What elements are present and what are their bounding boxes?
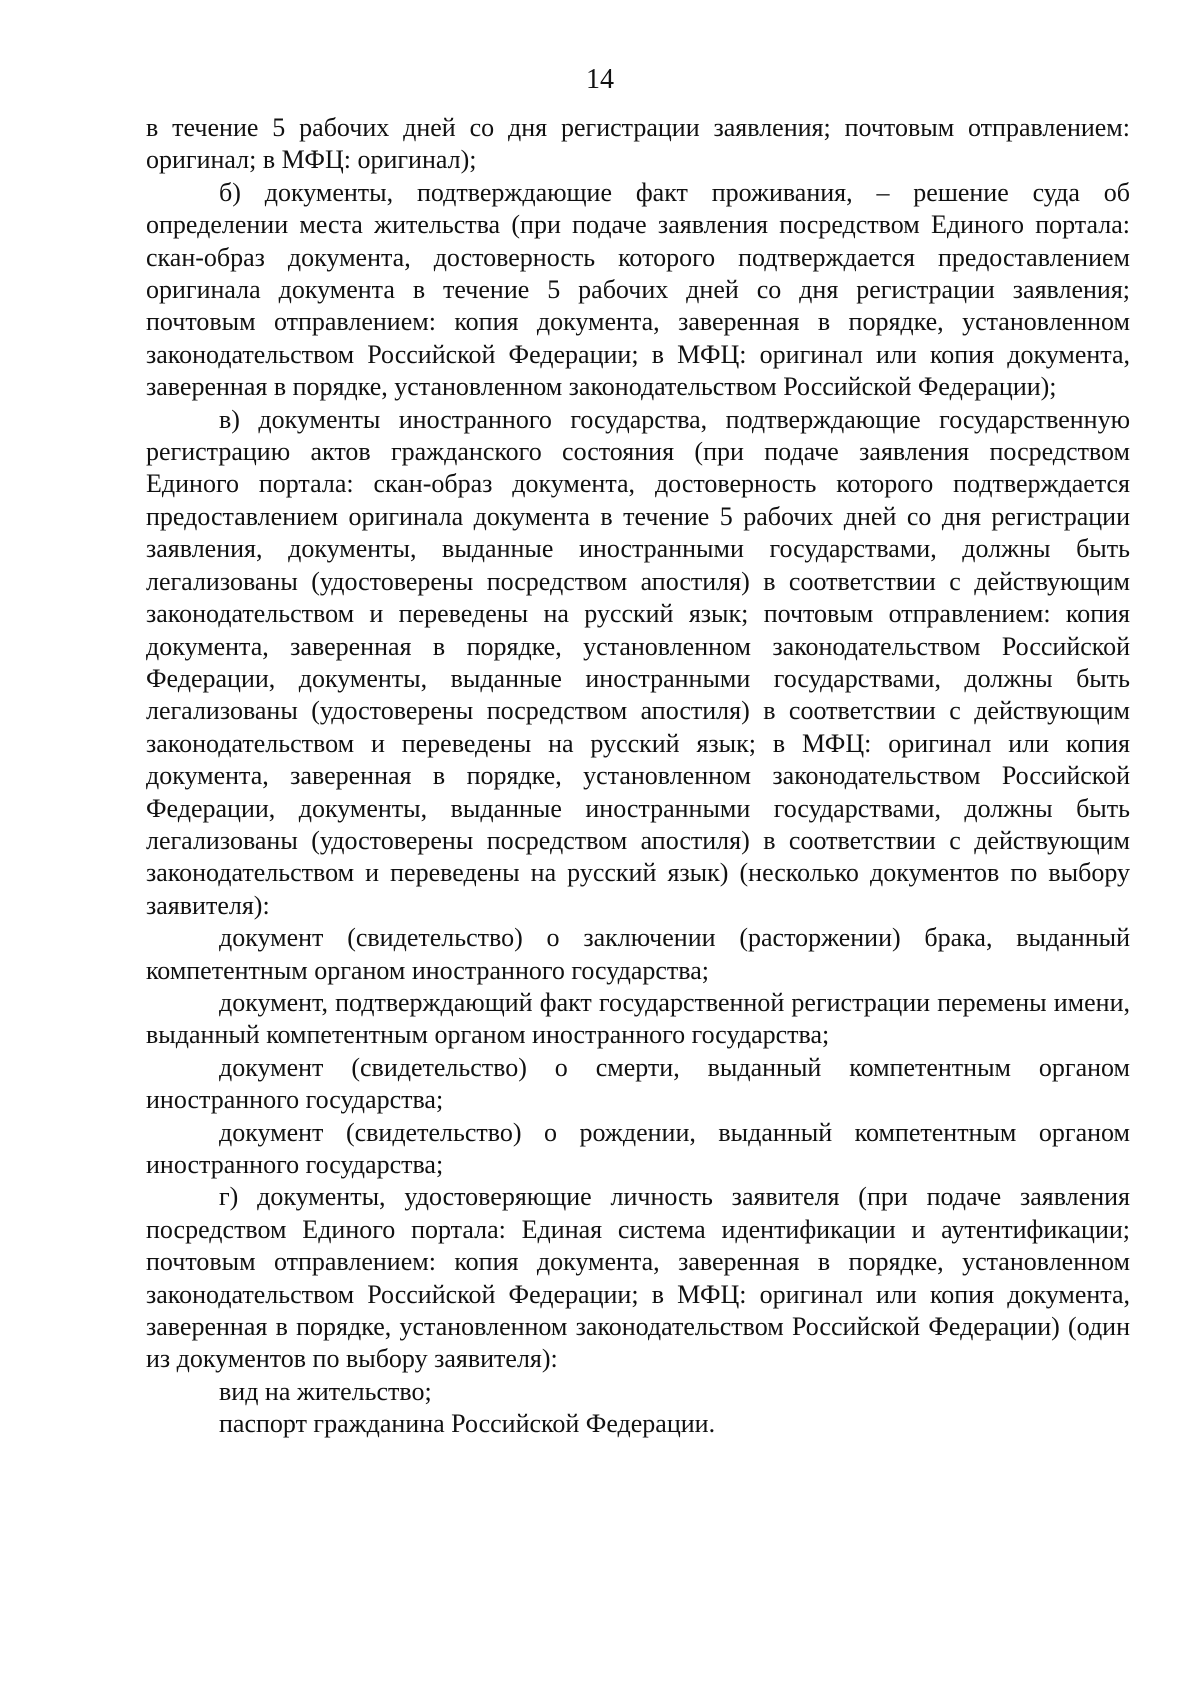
page-number: 14 <box>586 64 614 95</box>
paragraph-item-b: б) документы, подтверждающие факт проживания, – решение суда об определении места жительства (при подаче заявления посредством Единого портала: скан-образ документа, достоверность которого подтверждается предоставлением оригинала документа в течение 5 рабочих дней со дня регистрации заявления; почтовым отправлением: копия документа, заверенная в порядке, установленном законодательством Российской Федерации; в МФЦ: оригинал или копия документа, заверенная в порядке, установленном законодательством Российской Федерации); <box>146 177 1130 402</box>
paragraph-item-g: г) документы, удостоверяющие личность заявителя (при подаче заявления посредством Единого портала: Единая система идентификации и аутентификации; почтовым отправлением: копия документа, заверенная в порядке, установленном законодательством Российской Федерации; в МФЦ: оригинал или копия документа, заверенная в порядке, установленном законодательством Российской Федерации) (один из документов по выбору заявителя): <box>146 1182 1130 1374</box>
paragraph-name-change-document: документ, подтверждающий факт государственной регистрации перемены имени, выданный компетентным органом иностранного государства; <box>146 987 1130 1050</box>
paragraph-birth-certificate: документ (свидетельство) о рождении, выданный компетентным органом иностранного государства; <box>146 1117 1130 1179</box>
paragraph-marriage-document: документ (свидетельство) о заключении (расторжении) брака, выданный компетентным органом иностранного государства; <box>146 923 1130 985</box>
paragraph-continuation: в течение 5 рабочих дней со дня регистрации заявления; почтовым отправлением: оригинал; в МФЦ: оригинал); <box>146 113 1130 175</box>
paragraph-residence-permit: вид на жительство; <box>219 1376 432 1406</box>
paragraph-item-v: в) документы иностранного государства, подтверждающие государственную регистрацию актов гражданского состояния (при подаче заявления посредством Единого портала: скан-образ документа, достоверность которого подтверждается предоставлением оригинала документа в течение 5 рабочих дней со дня регистрации заявления, документы, выданные иностранными государствами, должны быть легализованы (удостоверены посредством апостиля) в соответствии с действующим законодательством и переведены на русский язык; почтовым отправлением: копия документа, заверенная в порядке, установленном законодательством Российской Федерации, документы, выданные иностранными государствами, должны быть легализованы (удостоверены посредством апостиля) в соответствии с действующим законодательством и переведены на русский язык; в МФЦ: оригинал или копия документа, заверенная в порядке, установленном законодательством Российской Федерации, документы, выданные иностранными государствами, должны быть легализованы (удостоверены посредством апостиля) в соответствии с действующим законодательством и переведены на русский язык) (несколько документов по выбору заявителя): <box>146 404 1130 920</box>
paragraph-death-certificate: документ (свидетельство) о смерти, выданный компетентным органом иностранного государства; <box>146 1052 1130 1115</box>
paragraph-passport: паспорт гражданина Российской Федерации. <box>219 1409 716 1439</box>
document-body <box>146 112 1130 1441</box>
